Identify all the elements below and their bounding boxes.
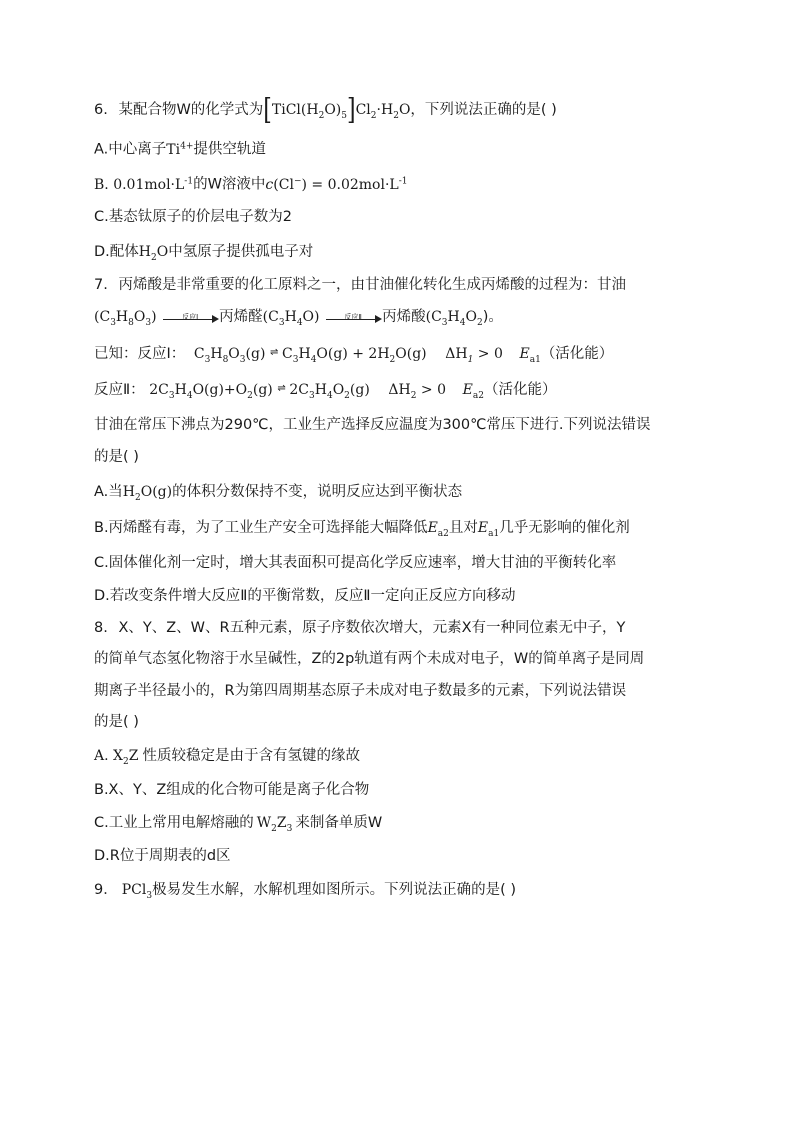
q6-formula: $[TiCl(H_2O)_5]Cl_2\cdot H_2O$	[263, 94, 411, 127]
q7-number: 7.	[94, 277, 108, 293]
q7-option-c: C.固体催化剂一定时，增大其表面积可提高化学反应速率，增大甘油的平衡转化率	[94, 555, 617, 571]
q7-route: $(C_3H_8O_3)$ 反应Ⅰ 丙烯醛$(C_3H_4O)$ 反应Ⅱ 丙烯酸$(C_3H_4O_2)$。	[94, 309, 503, 328]
q6-option-d: D.配体$H_2O$中氢原子提供孤电子对	[94, 244, 314, 263]
q6-option-a: A.中心离子$Ti^{4+}$提供空轨道	[94, 141, 266, 158]
q8-number: 8.	[94, 620, 108, 636]
equilibrium-arrow-icon: ⇌	[270, 347, 278, 358]
q8-stem-line-2: 的简单气态氢化物溶于水呈碱性，Z的2p轨道有两个未成对电子，W的简单离子是同周	[94, 651, 645, 667]
q6-option-c: C.基态钛原子的价层电子数为2	[94, 209, 292, 225]
q8-stem-line-4: 的是( )	[94, 714, 139, 730]
q9-stem: 9． PCl$_3$极易发生水解，水解机理如图所示。下列说法正确的是( )	[94, 882, 516, 901]
q8-option-a: A. $X_2Z$ 性质较稳定是由于含有氢键的缘故	[94, 748, 360, 767]
q7-option-d: D.若改变条件增大反应Ⅱ的平衡常数，反应Ⅱ一定向正反应方向移动	[94, 588, 516, 604]
q7-reaction-2: 反应Ⅱ： $2C_3H_4O(g)+O_2(g)$ ⇌ $2C_3H_4O_2(g) \Delta H_2 > 0$ $E_{a2}$（活化能）	[94, 379, 556, 406]
q7-condition-line-2: 的是( )	[94, 449, 139, 465]
q6-stem-tail: ，下列说法正确的是( )	[410, 102, 557, 118]
q8-option-c: C.工业上常用电解熔融的 $W_2Z_3$ 来制备单质W	[94, 815, 383, 834]
q7-reaction-1: 已知：反应Ⅰ： $C_3H_8O_3(g)$ ⇌ $C_3H_4O(g) + 2H_2O(g) \Delta H_1 > 0$ $E_{a1}$（活化能）	[94, 343, 613, 370]
q6-number: 6.	[94, 102, 108, 118]
q8-option-d: D.R位于周期表的d区	[94, 848, 231, 864]
reaction-arrow-1: 反应Ⅰ	[161, 309, 219, 325]
q8-stem-line-1: 8. X、Y、Z、W、R五种元素，原子序数依次增大，元素X有一种同位素无中子，Y	[94, 620, 626, 636]
q6-option-b: B. $0.01mol\cdot L^{-1}$的W溶液中$c(Cl^-) = 0.02mol\cdot L^{-1}$	[94, 176, 408, 193]
q7-option-b: B.丙烯醛有毒，为了工业生产安全可选择能大幅降低$E_{a2}$且对$E_{a1}$几乎无影响的催化剂	[94, 520, 630, 539]
q9-number: 9．	[94, 882, 118, 898]
equilibrium-arrow-icon: ⇌	[277, 383, 285, 394]
q8-stem-line-3: 期离子半径最小的，R为第四周期基态原子未成对电子数最多的元素，下列说法错误	[94, 683, 627, 699]
q7-stem: 7. 丙烯酸是非常重要的化工原料之一，由甘油催化转化生成丙烯酸的过程为：甘油	[94, 277, 626, 293]
q6-stem	[94, 94, 557, 127]
q7-option-a: A.当$H_2O(g)$的体积分数保持不变，说明反应达到平衡状态	[94, 484, 463, 503]
q8-option-b: B.X、Y、Z组成的化合物可能是离子化合物	[94, 782, 370, 798]
reaction-arrow-2: 反应Ⅱ	[324, 309, 382, 325]
q7-condition-line-1: 甘油在常压下沸点为290℃，工业生产选择反应温度为300℃常压下进行.下列说法错误	[94, 417, 651, 433]
q6-stem-text: 某配合物W的化学式为	[118, 102, 264, 118]
